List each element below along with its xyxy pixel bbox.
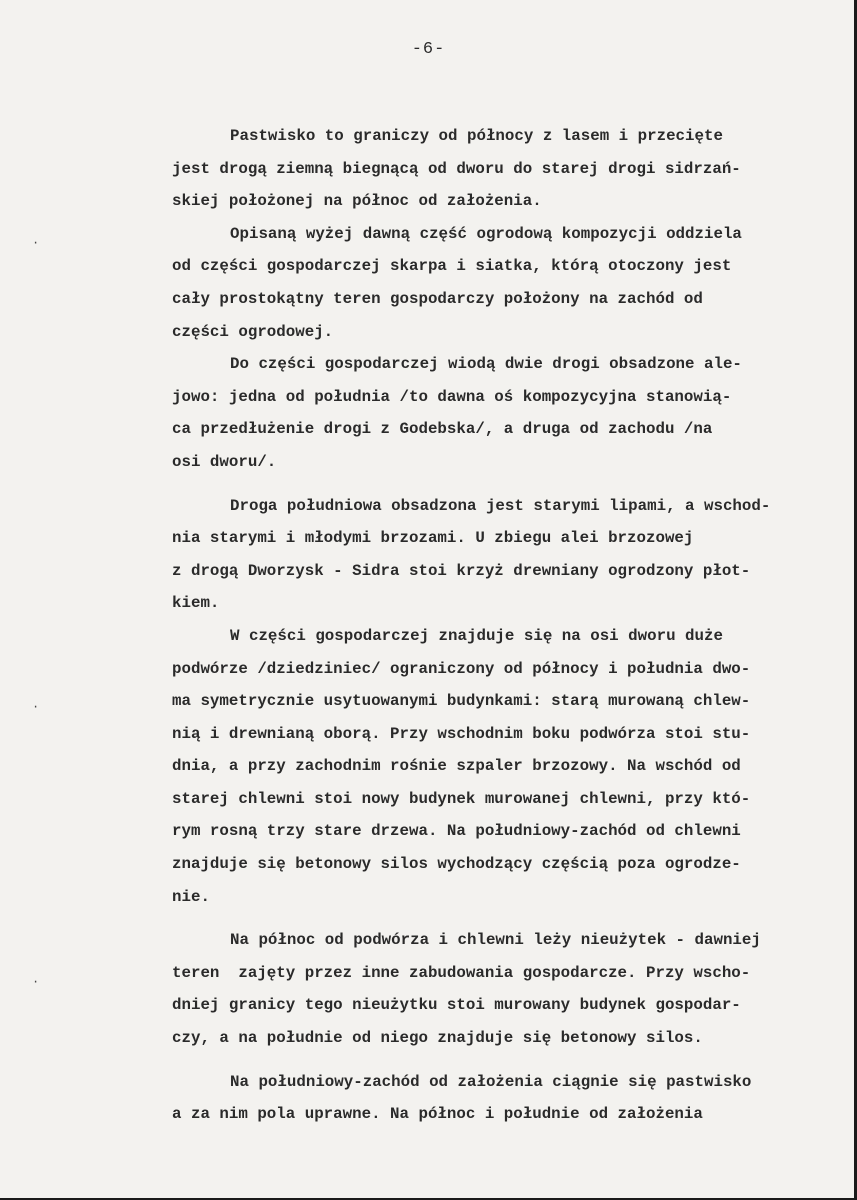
text-line: teren zajęty przez inne zabudowania gospodarcze. Przy wscho-	[172, 963, 751, 982]
text-line: cały prostokątny teren gospodarczy położony na zachód od	[172, 289, 703, 308]
text-line: jest drogą ziemną biegnącą od dworu do starej drogi sidrzań-	[172, 159, 741, 178]
text-line: nią i drewnianą oborą. Przy wschodnim boku podwórza stoi stu-	[172, 724, 751, 743]
text-line: osi dworu/.	[172, 452, 277, 471]
text-line: części ogrodowej.	[172, 322, 334, 341]
text-line: ca przedłużenie drogi z Godebska/, a druga od zachodu /na	[172, 420, 713, 439]
text-line: a za nim pola uprawne. Na północ i południe od założenia	[172, 1105, 703, 1124]
text-line: jowo: jedna od południa /to dawna oś kompozycyjna stanowią-	[172, 387, 732, 406]
text-line: od części gospodarczej skarpa i siatka, którą otoczony jest	[172, 257, 732, 276]
text-line: nie.	[172, 887, 210, 906]
text-line: Opisaną wyżej dawną część ogrodową kompozycji oddziela	[230, 224, 742, 243]
text-line: Na północ od podwórza i chlewni leży nieużytek - dawniej	[230, 931, 761, 950]
text-line: Pastwisko to graniczy od północy z lasem i przecięte	[230, 127, 723, 145]
text-line: rym rosną trzy stare drzewa. Na południowy-zachód od chlewni	[172, 822, 741, 841]
margin-mark: ·	[32, 975, 40, 989]
body-text	[172, 120, 832, 1131]
text-line: W części gospodarczej znajduje się na osi dworu duże	[230, 626, 723, 645]
text-line: dniej granicy tego nieużytku stoi murowany budynek gospodar-	[172, 996, 741, 1015]
text-line: Droga południowa obsadzona jest starymi lipami, a wschod-	[230, 496, 771, 515]
text-line: starej chlewni stoi nowy budynek murowanej chlewni, przy któ-	[172, 789, 751, 808]
page-number: -6-	[411, 40, 446, 59]
text-line: czy, a na południe od niego znajduje się betonowy silos.	[172, 1029, 703, 1048]
text-line: znajduje się betonowy silos wychodzący częścią poza ogrodze-	[172, 855, 741, 874]
text-line: dnia, a przy zachodnim rośnie szpaler brzozowy. Na wschód od	[172, 757, 741, 776]
text-line: Do części gospodarczej wiodą dwie drogi obsadzone ale-	[230, 355, 742, 374]
text-line: Na południowy-zachód od założenia ciągnie się pastwisko	[230, 1072, 752, 1091]
text-line: ma symetrycznie usytuowanymi budynkami: starą murowaną chlew-	[172, 692, 751, 711]
margin-mark: ·	[32, 236, 40, 250]
text-line: nia starymi i młodymi brzozami. U zbiegu alei brzozowej	[172, 529, 694, 548]
text-line: skiej położonej na północ od założenia.	[172, 192, 542, 211]
text-line: z drogą Dworzysk - Sidra stoi krzyż drewniany ogrodzony płot-	[172, 561, 751, 580]
margin-mark: ·	[32, 700, 40, 714]
text-line: podwórze /dziedziniec/ ograniczony od północy i południa dwo-	[172, 659, 751, 678]
text-line: kiem.	[172, 594, 220, 613]
